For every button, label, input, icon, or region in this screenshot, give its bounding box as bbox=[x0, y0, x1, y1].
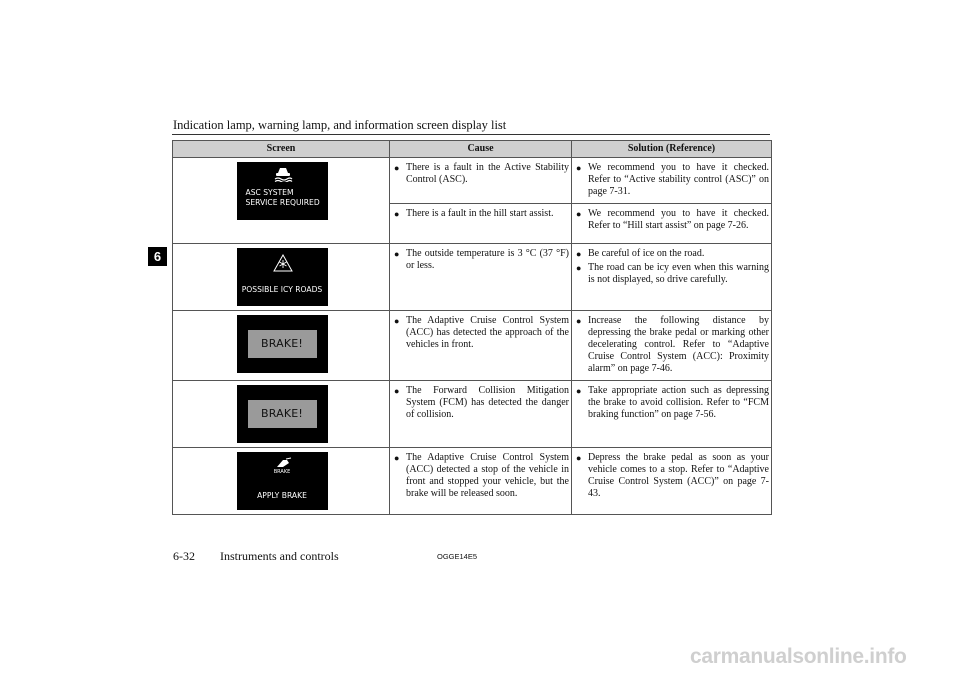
bullet-icon: ● bbox=[576, 316, 582, 326]
page-header-title: Indication lamp, warning lamp, and information screen display list bbox=[173, 118, 507, 132]
display-list-table bbox=[172, 140, 772, 515]
display-icon-label: BRAKE bbox=[273, 469, 291, 475]
solution-item: ● We recommend you to have it checked. Refer to “Active stability control (ASC)” on page 7-31. bbox=[576, 162, 769, 197]
solution-item: ● Depress the brake pedal as soon as your vehicle comes to a stop. Refer to “Adaptive Cruise Control System (ACC)” on page 7-43. bbox=[576, 452, 769, 499]
table-row bbox=[173, 448, 772, 515]
brake-box: BRAKE! bbox=[248, 330, 317, 358]
solution-cell bbox=[572, 448, 772, 515]
solution-item: ● We recommend you to have it checked. Refer to “Hill start assist” on page 7-26. bbox=[576, 208, 769, 231]
table-header-row bbox=[173, 141, 772, 158]
cause-item: ● The Adaptive Cruise Control System (ACC) has detected the approach of the vehicles in front. bbox=[394, 315, 569, 350]
footer-section-title: Instruments and controls bbox=[220, 549, 339, 563]
bullet-icon: ● bbox=[576, 386, 582, 396]
screen-cell bbox=[173, 311, 390, 381]
cause-item: ● The outside temperature is 3 °C (37 °F) or less. bbox=[394, 248, 569, 271]
bullet-icon: ● bbox=[576, 263, 582, 273]
asc-service-display bbox=[237, 162, 328, 220]
cause-cell bbox=[390, 204, 572, 244]
solution-item: ● Be careful of ice on the road. bbox=[576, 248, 705, 259]
bullet-icon: ● bbox=[394, 163, 400, 173]
cause-item: ● The Adaptive Cruise Control System (ACC) detected a stop of the vehicle in front and stopped your vehicle, but the brake will be released soon. bbox=[394, 452, 569, 499]
bullet-icon: ● bbox=[394, 209, 400, 219]
screen-cell bbox=[173, 158, 390, 244]
cause-cell bbox=[390, 311, 572, 381]
table-row bbox=[173, 311, 772, 381]
solution-item: ● Increase the following distance by depressing the brake pedal or marking other decelerating control. Refer to “Adaptive Cruise Control System (ACC): Proximity alarm” on page 7-46. bbox=[576, 315, 769, 374]
watermark: carmanualsonline.info bbox=[690, 645, 907, 668]
column-header-solution: Solution (Reference) bbox=[572, 141, 772, 158]
cause-cell bbox=[390, 381, 572, 448]
solution-cell bbox=[572, 158, 772, 204]
icy-road-triangle-icon bbox=[273, 254, 293, 272]
solution-cell bbox=[572, 204, 772, 244]
footer-page-number: 6-32 bbox=[173, 549, 195, 563]
brake-display bbox=[237, 315, 328, 373]
table-row bbox=[173, 158, 772, 204]
solution-cell bbox=[572, 244, 772, 311]
bullet-icon: ● bbox=[394, 386, 400, 396]
bullet-icon: ● bbox=[576, 209, 582, 219]
icy-roads-display bbox=[237, 248, 328, 306]
bullet-icon: ● bbox=[576, 163, 582, 173]
bullet-icon: ● bbox=[576, 249, 582, 259]
solution-item: ● Take appropriate action such as depressing the brake to avoid collision. Refer to “FCM braking function” on page 7-56. bbox=[576, 385, 769, 420]
screen-cell bbox=[173, 381, 390, 448]
solution-cell bbox=[572, 381, 772, 448]
brake-box: BRAKE! bbox=[248, 400, 317, 428]
display-message-line-2: SERVICE REQUIRED bbox=[245, 198, 320, 207]
apply-brake-display bbox=[237, 452, 328, 510]
table-row bbox=[173, 244, 772, 311]
table-row bbox=[173, 381, 772, 448]
brake-display bbox=[237, 385, 328, 443]
bullet-icon: ● bbox=[394, 316, 400, 326]
display-message-line-1: ASC SYSTEM bbox=[245, 188, 294, 197]
cause-item: ● The Forward Collision Mitigation System (FCM) has detected the danger of collision. bbox=[394, 385, 569, 420]
column-header-screen: Screen bbox=[173, 141, 390, 158]
display-message: APPLY BRAKE bbox=[257, 491, 307, 500]
screen-cell bbox=[173, 244, 390, 311]
cause-cell bbox=[390, 448, 572, 515]
cause-cell bbox=[390, 244, 572, 311]
display-message: POSSIBLE ICY ROADS bbox=[241, 285, 323, 294]
column-header-cause: Cause bbox=[390, 141, 572, 158]
screen-cell bbox=[173, 448, 390, 515]
header-rule bbox=[172, 134, 770, 135]
cause-cell bbox=[390, 158, 572, 204]
bullet-icon: ● bbox=[394, 249, 400, 259]
bullet-icon: ● bbox=[394, 453, 400, 463]
solution-cell bbox=[572, 311, 772, 381]
solution-item: ● The road can be icy even when this warning is not displayed, so drive carefully. bbox=[576, 262, 769, 285]
bullet-icon: ● bbox=[576, 453, 582, 463]
footer-doc-code: OGGE14E5 bbox=[437, 552, 478, 561]
brake-pedal-icon bbox=[275, 457, 293, 469]
cause-item: ● There is a fault in the Active Stability Control (ASC). bbox=[394, 162, 569, 185]
chapter-tab: 6 bbox=[148, 247, 167, 266]
skid-car-icon bbox=[273, 166, 293, 182]
cause-item: ● There is a fault in the hill start assist. bbox=[394, 208, 554, 219]
